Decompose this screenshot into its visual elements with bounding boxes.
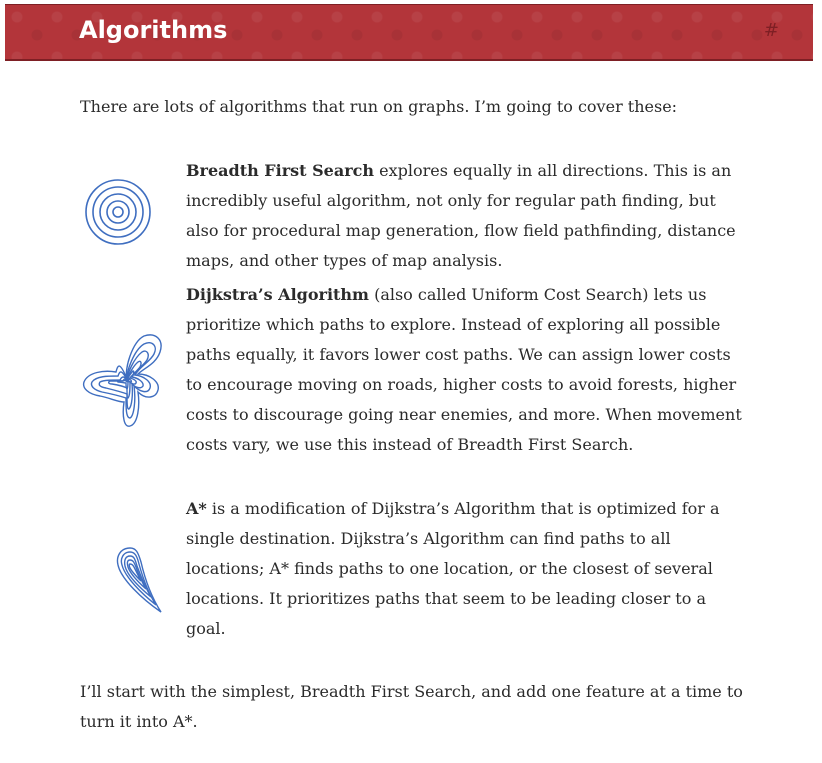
teardrop-contours-icon xyxy=(114,545,166,615)
algorithm-description-dijkstra: (also called Uniform Cost Search) lets us prioritize which paths to explore. Instead of exploring all possible paths equally, it favors lower cost paths. We can assign lower costs to encourage moving on roads, higher costs to avoid forests, higher costs to discourage going near enemies, and more. When movement costs vary, we use this instead of Breadth First Search. xyxy=(186,285,742,454)
concentric-circles-icon xyxy=(85,168,153,256)
section-header xyxy=(5,4,813,61)
intro-paragraph: There are lots of algorithms that run on graphs. I’m going to cover these: xyxy=(80,97,678,116)
algorithm-description-bfs: explores equally in all directions. This is an incredibly useful algorithm, not only for regular path finding, but also for procedural map generation, flow field pathfinding, distance maps, and other types of map analysis. xyxy=(186,161,736,270)
irregular-contours-icon xyxy=(80,330,172,430)
algorithm-name-astar: A* xyxy=(186,499,207,518)
list-item-bfs xyxy=(186,156,746,276)
section-title: Algorithms xyxy=(79,16,228,44)
outro-paragraph: I’ll start with the simplest, Breadth First Search, and add one feature at a time to turn it into A*. xyxy=(80,682,743,731)
list-item-dijkstra xyxy=(186,280,746,460)
algorithm-description-astar: is a modification of Dijkstra’s Algorithm that is optimized for a single destination. Dijkstra’s Algorithm can find paths to all locations; A* finds paths to one location, or the closest of several locations. It prioritizes paths that seem to be leading closer to a goal. xyxy=(186,499,720,638)
section-anchor-link[interactable]: # xyxy=(763,20,779,41)
algorithm-name-dijkstra: Dijkstra’s Algorithm xyxy=(186,285,369,304)
list-item-astar xyxy=(186,494,746,644)
algorithm-name-bfs: Breadth First Search xyxy=(186,161,375,180)
